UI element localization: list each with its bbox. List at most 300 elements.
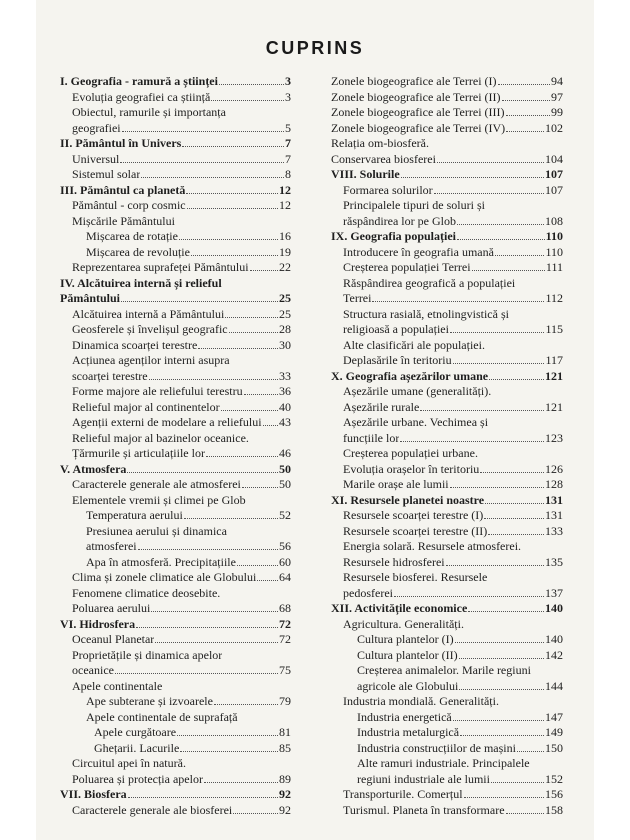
toc-entry-title: Pământul - corp cosmic	[72, 198, 186, 212]
dot-leader	[400, 431, 544, 442]
toc-entry	[331, 260, 563, 276]
toc-page-number: 28	[279, 322, 291, 336]
toc-entry	[331, 539, 563, 555]
toc-chapter-heading	[331, 167, 563, 183]
toc-entry-title: Industria mondială. Generalități.	[343, 694, 499, 708]
dot-leader	[459, 679, 544, 690]
toc-page-number: 133	[545, 523, 563, 538]
toc-entry-title: V. Atmosfera	[60, 461, 127, 476]
toc-entry-title: Turismul. Planeta în transformare	[343, 802, 505, 817]
toc-entry-title: Zonele biogeografice ale Terrei (III)	[331, 105, 505, 119]
dot-leader	[434, 183, 544, 194]
dot-leader	[186, 183, 278, 194]
toc-entry-title: II. Pământul în Univers	[60, 136, 182, 150]
toc-entry	[60, 245, 291, 261]
toc-chapter-heading	[60, 617, 291, 633]
dot-leader	[472, 260, 545, 271]
toc-page-number: 104	[545, 151, 563, 166]
toc-entry	[331, 679, 563, 695]
toc-entry-title: VI. Hidrosfera	[60, 616, 136, 631]
toc-page-number: 112	[545, 291, 563, 305]
dot-leader	[122, 121, 284, 132]
toc-entry-title: Resursele hidrosferei	[343, 554, 445, 569]
toc-page-number: 110	[545, 244, 563, 259]
toc-entry-title: Evoluția geografiei ca știință	[72, 89, 211, 104]
toc-chapter-heading	[60, 787, 291, 803]
toc-entry	[331, 710, 563, 726]
toc-entry	[60, 369, 291, 385]
dot-leader	[211, 90, 284, 101]
toc-entry	[331, 338, 563, 354]
toc-entry	[331, 400, 563, 416]
dot-leader	[394, 586, 544, 597]
toc-page-number: 107	[545, 182, 563, 197]
dot-leader	[495, 245, 545, 256]
dot-leader	[242, 477, 278, 488]
dot-leader	[198, 338, 278, 349]
toc-column-left	[60, 74, 291, 818]
toc-entry-title: Relația om-biosferă.	[331, 136, 429, 150]
toc-entry	[331, 353, 563, 369]
toc-entry-title: Clima și zonele climatice ale Globului	[72, 570, 257, 584]
dot-leader	[506, 121, 544, 132]
dot-leader	[459, 648, 544, 659]
dot-leader	[457, 229, 545, 240]
toc-entry-title: Pământului	[60, 291, 121, 305]
dot-leader	[233, 803, 278, 814]
toc-chapter-heading	[60, 136, 291, 152]
toc-entry-title: Acțiunea agenților interni asupra	[72, 353, 230, 367]
toc-page-number: 137	[545, 585, 563, 600]
toc-page-number: 36	[279, 384, 291, 398]
toc-entry	[331, 105, 563, 121]
toc-page-number: 64	[279, 570, 291, 584]
toc-entry-title: Apele continentale de suprafață	[86, 709, 238, 724]
dot-leader	[502, 90, 550, 101]
toc-entry	[331, 462, 563, 478]
toc-page-number: 92	[279, 802, 291, 817]
toc-entry	[60, 353, 291, 369]
toc-entry	[60, 121, 291, 137]
toc-entry-title: Relieful major al continentelor	[72, 399, 220, 414]
toc-entry-title: Elementele vremii și climei pe Glob	[72, 492, 246, 507]
toc-page-number: 60	[279, 554, 291, 569]
toc-entry	[60, 415, 291, 431]
toc-entry-title: răspândirea lor pe Glob	[343, 213, 456, 228]
toc-page-number: 16	[279, 229, 291, 243]
toc-chapter-heading	[60, 276, 291, 292]
toc-entry	[331, 307, 563, 323]
toc-entry-title: Agenții externi de modelare a reliefului	[72, 415, 262, 429]
toc-page-number: 131	[545, 492, 563, 507]
toc-page-number: 126	[545, 461, 563, 476]
toc-entry-title: Presiunea aerului și dinamica	[86, 523, 227, 538]
toc-entry-title: Țărmurile și articulațiile lor	[72, 446, 205, 460]
toc-page-number: 46	[279, 446, 291, 460]
toc-entry	[60, 570, 291, 586]
toc-entry	[60, 555, 291, 571]
toc-page-number: 152	[545, 771, 563, 786]
dot-leader	[187, 198, 278, 209]
toc-entry-title: Răspândirea geografică a populației	[343, 275, 516, 290]
toc-page-number: 117	[545, 353, 563, 367]
toc-entry-title: XII. Activitățile economice	[331, 601, 468, 615]
toc-entry-title: Apele continentale	[72, 678, 163, 693]
toc-chapter-heading	[331, 369, 563, 385]
toc-page-number: 147	[545, 709, 563, 724]
page-title: CUPRINS	[265, 38, 365, 58]
toc-page-number: 56	[279, 539, 291, 553]
toc-entry-title: funcțiile lor	[343, 430, 400, 445]
toc-entry	[331, 617, 563, 633]
dot-leader	[219, 74, 284, 85]
toc-page-number: 75	[279, 663, 291, 677]
toc-page-number: 7	[285, 136, 291, 150]
toc-entry-title: Industria metalurgică	[357, 725, 460, 739]
toc-entry-title: Așezările urbane. Vechimea și	[343, 415, 489, 429]
toc-entry	[60, 679, 291, 695]
dot-leader	[121, 291, 278, 302]
dot-leader	[204, 772, 278, 783]
toc-entry	[60, 338, 291, 354]
toc-page-number: 128	[545, 477, 563, 491]
toc-chapter-heading	[60, 74, 291, 90]
toc-entry-title: Creșterea populației urbane.	[343, 446, 478, 460]
toc-page-number: 121	[545, 399, 563, 414]
dot-leader	[372, 291, 544, 302]
toc-entry-title: I. Geografia - ramură a științei	[60, 74, 218, 88]
toc-entry-title: III. Pământul ca planetă	[60, 182, 186, 197]
toc-entry-title: VIII. Solurile	[331, 167, 400, 181]
dot-leader	[180, 741, 278, 752]
dot-leader	[221, 400, 278, 411]
toc-entry	[331, 772, 563, 788]
toc-entry	[331, 446, 563, 462]
toc-page-number: 99	[551, 105, 563, 119]
toc-entry-title: Deplasările în teritoriu	[343, 353, 452, 367]
dot-leader	[455, 632, 544, 643]
toc-entry	[60, 741, 291, 757]
toc-entry-title: Resursele scoarței terestre (I)	[343, 508, 484, 522]
dot-leader	[453, 710, 544, 721]
toc-entry	[331, 663, 563, 679]
toc-page-number: 12	[279, 198, 291, 212]
toc-page-number: 50	[279, 477, 291, 491]
toc-page-number: 140	[545, 601, 563, 615]
dot-leader	[464, 787, 544, 798]
toc-entry	[60, 725, 291, 741]
toc-entry-title: Zonele biogeografice ale Terrei (IV)	[331, 120, 506, 135]
toc-page-number: 79	[279, 694, 291, 708]
toc-entry-title: Ghețarii. Lacurile	[94, 740, 180, 755]
toc-page-number: 8	[285, 167, 291, 181]
dot-leader	[506, 803, 544, 814]
toc-entry-title: atmosferei	[86, 539, 137, 553]
toc-entry	[331, 121, 563, 137]
dot-leader	[225, 307, 278, 318]
dot-leader	[457, 214, 544, 225]
toc-page-number: 123	[545, 430, 563, 445]
toc-page-number: 94	[551, 74, 563, 88]
toc-entry	[331, 555, 563, 571]
toc-entry	[331, 74, 563, 90]
toc-entry-title: Creșterea animalelor. Marile regiuni	[357, 663, 531, 677]
dot-leader	[191, 245, 278, 256]
dot-leader	[506, 105, 550, 116]
toc-entry-title: Cultura plantelor (II)	[357, 647, 458, 662]
toc-entry-title: Structura rasială, etnolingvistică și	[343, 306, 509, 321]
toc-column-right	[331, 74, 563, 818]
toc-entry-title: Geosferele și învelișul geografic	[72, 322, 228, 336]
toc-page-number: 92	[279, 787, 291, 801]
dot-leader	[401, 167, 544, 178]
toc-page-number: 158	[545, 802, 563, 817]
toc-page-number: 81	[279, 725, 291, 739]
toc-entry	[60, 508, 291, 524]
dot-leader	[182, 136, 284, 147]
toc-page-number: 12	[279, 182, 291, 197]
toc-entry-title: Dinamica scoarței terestre	[72, 337, 198, 352]
toc-entry	[60, 446, 291, 462]
toc-page-number: 40	[279, 399, 291, 414]
dot-leader	[453, 353, 545, 364]
dot-leader	[437, 152, 544, 163]
toc-entry	[331, 524, 563, 540]
toc-entry-title: Alte ramuri industriale. Principalele	[357, 756, 530, 770]
toc-entry	[60, 772, 291, 788]
toc-page-number: 3	[285, 74, 291, 88]
toc-entry	[331, 415, 563, 431]
dot-leader	[420, 400, 544, 411]
toc-page-number: 97	[551, 89, 563, 104]
toc-entry	[331, 183, 563, 199]
toc-entry	[60, 105, 291, 121]
toc-entry-title: IX. Geografia populației	[331, 229, 456, 243]
toc-page-number: 135	[545, 554, 563, 569]
toc-entry	[331, 276, 563, 292]
toc-entry-title: Mișcările Pământului	[72, 213, 175, 228]
dot-leader	[177, 725, 278, 736]
toc-page-number: 50	[279, 461, 291, 476]
toc-entry	[60, 260, 291, 276]
dot-leader	[229, 322, 278, 333]
toc-entry-title: X. Geografia așezărilor umane	[331, 368, 489, 383]
dot-leader	[206, 446, 278, 457]
toc-entry	[331, 570, 563, 586]
toc-entry	[60, 601, 291, 617]
toc-page-number: 110	[545, 229, 563, 243]
dot-leader	[136, 617, 278, 628]
toc-entry-title: religioasă a populației	[343, 322, 449, 336]
toc-page-number: 30	[279, 337, 291, 352]
toc-page-number: 72	[279, 632, 291, 646]
toc-entry-title: geografiei	[72, 120, 121, 135]
toc-page-number: 131	[545, 508, 563, 522]
toc-entry	[60, 694, 291, 710]
toc-entry	[331, 694, 563, 710]
toc-entry	[60, 524, 291, 540]
dot-leader	[484, 508, 544, 519]
toc-page-number: 22	[279, 260, 291, 274]
toc-entry-title: agricole ale Globului	[357, 678, 459, 693]
toc-entry-title: Sistemul solar	[72, 167, 141, 181]
toc-entry-title: Fenomene climatice deosebite.	[72, 585, 221, 600]
toc-entry	[331, 291, 563, 307]
dot-leader	[468, 601, 544, 612]
toc-entry-title: Oceanul Planetar	[72, 632, 155, 646]
toc-page-number: 25	[279, 306, 291, 321]
toc-entry	[60, 586, 291, 602]
toc-entry-title: pedosferei	[343, 585, 393, 600]
dot-leader	[489, 369, 544, 380]
toc-page-number: 149	[545, 725, 563, 739]
toc-chapter-heading	[331, 229, 563, 245]
toc-entry-title: Zonele biogeografice ale Terrei (II)	[331, 89, 501, 104]
toc-entry	[331, 322, 563, 338]
toc-entry	[60, 198, 291, 214]
toc-entry	[331, 508, 563, 524]
toc-entry-title: Relieful major al bazinelor oceanice.	[72, 430, 249, 445]
dot-leader	[155, 632, 278, 643]
toc-entry-title: Marile orașe ale lumii	[343, 477, 449, 491]
toc-entry-title: Zonele biogeografice ale Terrei (I)	[331, 74, 497, 88]
dot-leader	[450, 477, 544, 488]
toc-page-number: 156	[545, 787, 563, 801]
dot-leader	[250, 260, 278, 271]
dot-leader	[127, 462, 278, 473]
toc-entry	[60, 710, 291, 726]
toc-entry-title: Resursele scoarței terestre (II)	[343, 523, 488, 538]
toc-entry-title: IV. Alcătuirea internă și relieful	[60, 275, 222, 290]
toc-entry-title: Introducere în geografia umană	[343, 244, 494, 259]
dot-leader	[460, 725, 544, 736]
toc-entry	[60, 632, 291, 648]
toc-page-number: 7	[285, 151, 291, 166]
toc-page-number: 5	[285, 120, 291, 135]
toc-entry-title: Industria construcțiilor de mașini	[357, 740, 516, 755]
toc-entry-title: Industria energetică	[357, 709, 452, 724]
toc-entry-title: Terrei	[343, 291, 372, 305]
toc-page-number: 89	[279, 771, 291, 786]
dot-leader	[214, 694, 278, 705]
toc-entry-title: Reprezentarea suprafeței Pământului	[72, 260, 249, 274]
toc-page-number: 102	[545, 120, 563, 135]
toc-entry	[331, 787, 563, 803]
toc-entry	[60, 152, 291, 168]
toc-page-number: 52	[279, 508, 291, 522]
toc-entry	[331, 384, 563, 400]
toc-entry	[60, 663, 291, 679]
toc-entry	[60, 477, 291, 493]
toc-entry-title: Proprietățile și dinamica apelor	[72, 647, 223, 662]
toc-entry-title: Agricultura. Generalități.	[343, 616, 464, 631]
dot-leader	[450, 322, 544, 333]
dot-leader	[141, 167, 284, 178]
toc-entry-title: Mișcarea de revoluție	[86, 244, 190, 259]
toc-entry-title: VII. Biosfera	[60, 787, 127, 801]
toc-entry	[331, 756, 563, 772]
toc-entry-title: Evoluția orașelor în teritoriu	[343, 461, 480, 476]
toc-entry-title: Alcătuirea internă a Pământului	[72, 306, 225, 321]
toc-entry-title: Ape subterane și izvoarele	[86, 694, 213, 708]
dot-leader	[488, 524, 544, 535]
toc-entry-title: Caracterele generale ale biosferei	[72, 802, 233, 817]
toc-page-number: 33	[279, 368, 291, 383]
toc-entry-title: Conservarea biosferei	[331, 151, 436, 166]
toc-entry	[60, 539, 291, 555]
toc-entry-title: Universul	[72, 151, 120, 166]
toc-entry-title: XI. Resursele planetei noastre	[331, 492, 485, 507]
toc-entry	[60, 90, 291, 106]
toc-entry-title: Poluarea și protecția apelor	[72, 771, 203, 786]
toc-chapter-heading	[331, 493, 563, 509]
toc-entry-title: Creșterea populației Terrei	[343, 260, 471, 274]
toc-entry-title: Resursele biosferei. Resursele	[343, 570, 488, 584]
toc-entry	[60, 803, 291, 819]
toc-entry	[60, 322, 291, 338]
toc-entry-title: Formarea solurilor	[343, 182, 433, 197]
dot-leader	[120, 152, 284, 163]
toc-page-number: 108	[545, 213, 563, 228]
dot-leader	[244, 384, 278, 395]
toc-entry	[60, 307, 291, 323]
toc-page-number: 115	[545, 322, 563, 336]
dot-leader	[498, 74, 550, 85]
dot-leader	[151, 601, 278, 612]
toc-page-number: 85	[279, 740, 291, 755]
toc-entry-title: Cultura plantelor (I)	[357, 632, 454, 646]
toc-entry	[60, 431, 291, 447]
toc-chapter-heading	[331, 601, 563, 617]
toc-page-number: 140	[545, 632, 563, 646]
toc-page-number: 150	[545, 740, 563, 755]
dot-leader	[115, 663, 278, 674]
dot-leader	[149, 369, 278, 380]
toc-page-number: 43	[279, 415, 291, 429]
toc-entry-title: Mișcarea de rotație	[86, 229, 178, 243]
dot-leader	[237, 555, 278, 566]
toc-chapter-heading	[60, 183, 291, 199]
dot-leader	[263, 415, 278, 426]
toc-entry	[331, 245, 563, 261]
toc-entry-title: Forme majore ale reliefului terestru	[72, 384, 243, 398]
toc-entry-title: Energia solară. Resursele atmosferei.	[343, 539, 522, 553]
dot-leader	[517, 741, 544, 752]
toc-page-number: 111	[545, 260, 563, 274]
toc-page-number: 121	[545, 368, 563, 383]
toc-entry	[331, 90, 563, 106]
toc-entry-title: Temperatura aerului	[86, 508, 183, 522]
toc-page-number: 3	[285, 89, 291, 104]
dot-leader	[485, 493, 544, 504]
toc-entry	[331, 586, 563, 602]
toc-page-number: 144	[545, 678, 563, 693]
toc-entry-title: Caracterele generale ale atmosferei	[72, 477, 241, 491]
toc-entry-title: Apele curgătoare	[94, 725, 177, 739]
toc-entry-title: Alte clasificări ale populației.	[343, 337, 485, 352]
toc-entry-title: Apa în atmosferă. Precipitațiile	[86, 554, 236, 569]
toc-entry	[331, 632, 563, 648]
toc-page-number: 68	[279, 601, 291, 615]
dot-leader	[446, 555, 544, 566]
toc-entry-title: scoarței terestre	[72, 368, 148, 383]
toc-page-number: 107	[545, 167, 563, 181]
toc-page-number: 142	[545, 647, 563, 662]
toc-entry-title: Obiectul, ramurile și importanța	[72, 105, 226, 119]
toc-page-number: 72	[279, 616, 291, 631]
toc-entry	[60, 648, 291, 664]
toc-chapter-heading	[60, 291, 291, 307]
